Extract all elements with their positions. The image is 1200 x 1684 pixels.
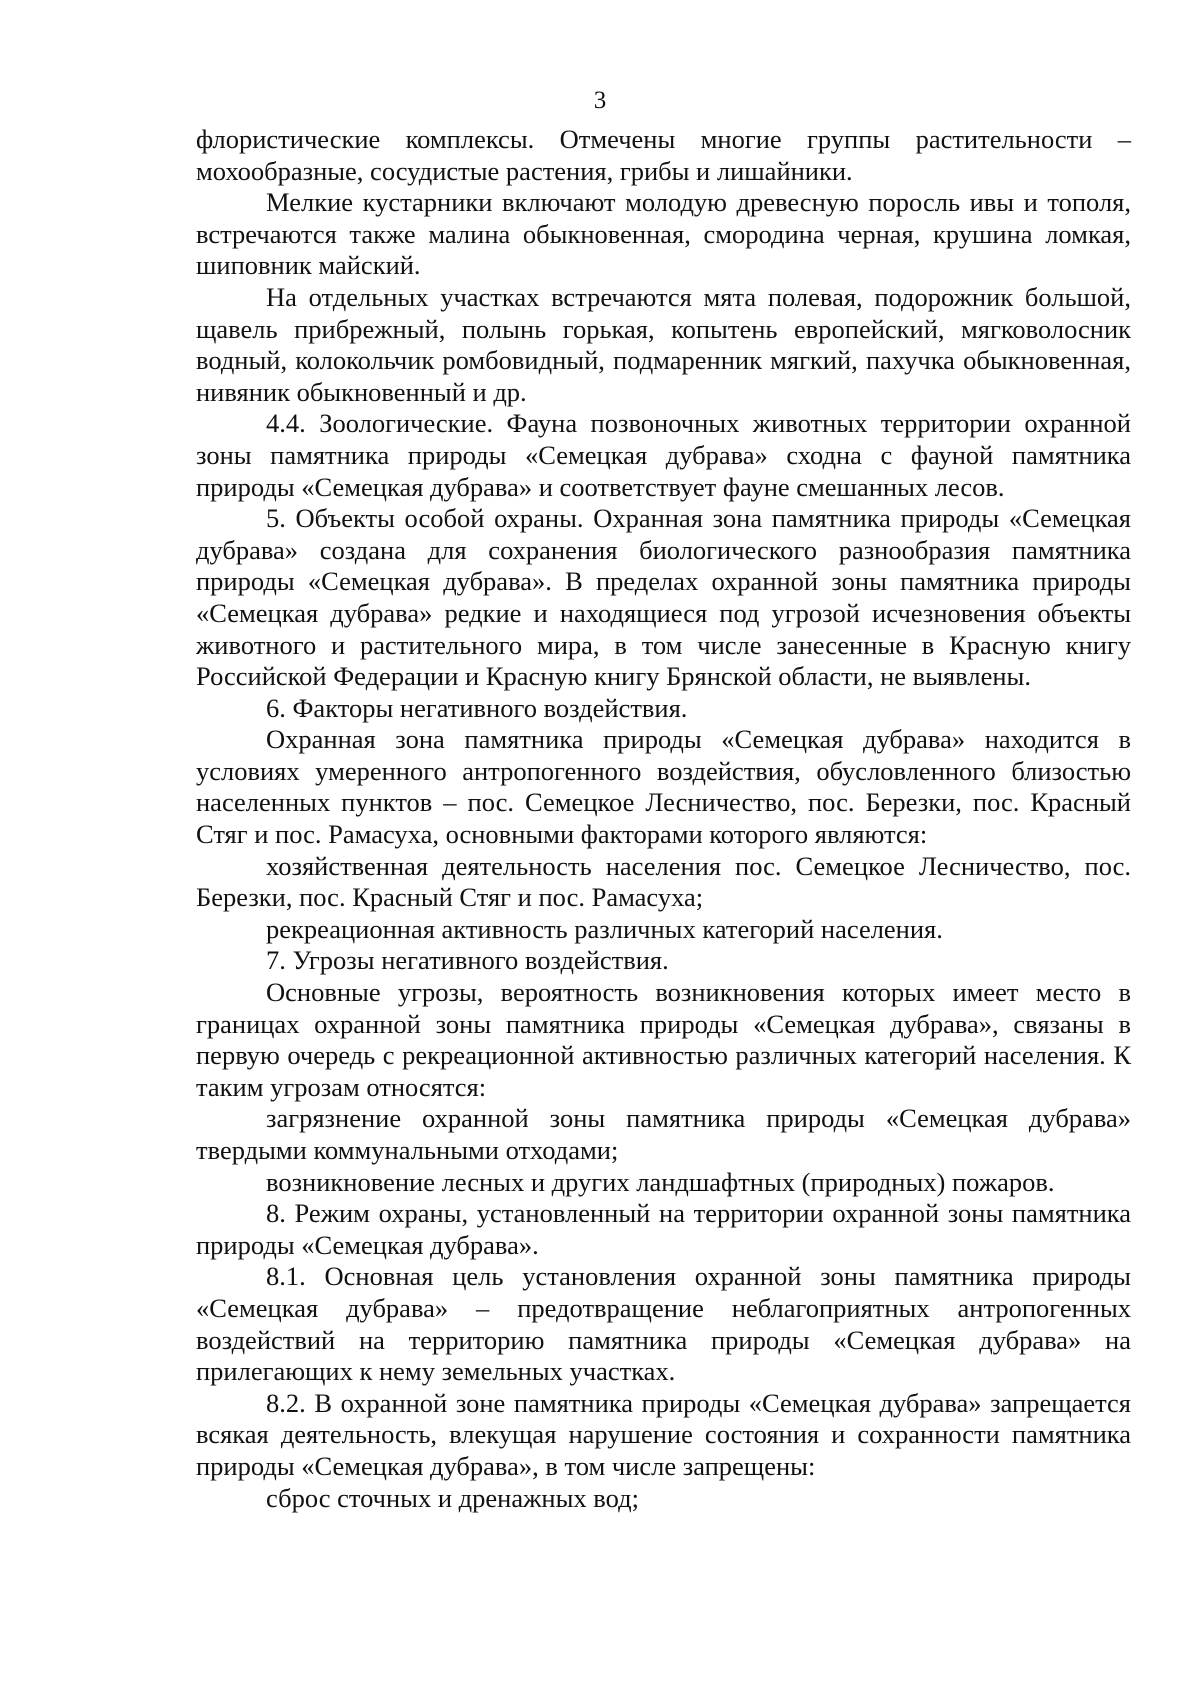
paragraph-prohibitions: 8.2. В охранной зоне памятника природы «Семецкая дубрава» запрещается всякая деятельность, влекущая нарушение состояния и сохранности памятника природы «Семецкая дубрава», в том числе запрещены: [196,1387,1131,1481]
page-number: 3 [593,87,607,114]
list-item-fires: возникновение лесных и других ландшафтных (природных) пожаров. [266,1166,1055,1197]
list-item-economic-activity: хозяйственная деятельность населения пос. Семецкое Лесничество, пос. Березки, пос. Красный Стяг и пос. Рамасуха; [196,850,1131,913]
list-item-wastewater: сброс сточных и дренажных вод; [266,1482,639,1513]
paragraph-flora-continued: флористические комплексы. Отмечены многие группы растительности – мохообразные, сосудистые растения, грибы и лишайники. [196,124,1131,186]
paragraph-main-goal: 8.1. Основная цель установления охранной зоны памятника природы «Семецкая дубрава» – предотвращение неблагоприятных антропогенных воздействий на территорию памятника природы «Семецкая дубрава» на прилегающих к нему земельных участках. [196,1261,1131,1387]
paragraph-herbs: На отдельных участках встречаются мята полевая, подорожник большой, щавель прибрежный, полынь горькая, копытень европейский, мягковолосник водный, колокольчик ромбовидный, подмаренник мягкий, пахучка обыкновенная, нивяник обыкновенный и др. [196,281,1131,407]
paragraph-anthropogenic-impact: Охранная зона памятника природы «Семецкая дубрава» находится в условиях умеренного антропогенного воздействия, обусловленного близостью населенных пунктов – пос. Семецкое Лесничество, пос. Березки, пос. Красный Стяг и пос. Рамасуха, основными факторами которого являются: [196,724,1131,850]
paragraph-protected-objects: 5. Объекты особой охраны. Охранная зона памятника природы «Семецкая дубрава» создана для сохранения биологического разнообразия памятника природы «Семецкая дубрава». В пределах охранной зоны памятника природы «Семецкая дубрава» редкие и находящиеся под угрозой исчезновения объекты животного и растительного мира, в том числе занесенные в Красную книгу Российской Федерации и Красную книгу Брянской области, не выявлены. [196,503,1131,692]
document-body [196,124,1131,1514]
paragraph-shrubs: Мелкие кустарники включают молодую древесную поросль ивы и тополя, встречаются также малина обыкновенная, смородина черная, крушина ломкая, шиповник майский. [196,187,1131,281]
list-item-recreational-activity: рекреационная активность различных категорий населения. [266,913,943,944]
paragraph-main-threats: Основные угрозы, вероятность возникновения которых имеет место в границах охранной зоны памятника природы «Семецкая дубрава», связаны в первую очередь с рекреационной активностью различных категорий населения. К таким угрозам относятся: [196,977,1131,1102]
list-item-waste-pollution: загрязнение охранной зоны памятника природы «Семецкая дубрава» твердыми коммунальными отходами; [196,1103,1131,1165]
heading-protection-regime: 8. Режим охраны, установленный на территории охранной зоны памятника природы «Семецкая дубрава». [196,1198,1131,1260]
heading-threats: 7. Угрозы негативного воздействия. [266,945,669,976]
heading-negative-factors: 6. Факторы негативного воздействия. [266,692,688,723]
paragraph-zoological: 4.4. Зоологические. Фауна позвоночных животных территории охранной зоны памятника природы «Семецкая дубрава» сходна с фауной памятника природы «Семецкая дубрава» и соответствует фауне смешанных лесов. [196,408,1131,502]
